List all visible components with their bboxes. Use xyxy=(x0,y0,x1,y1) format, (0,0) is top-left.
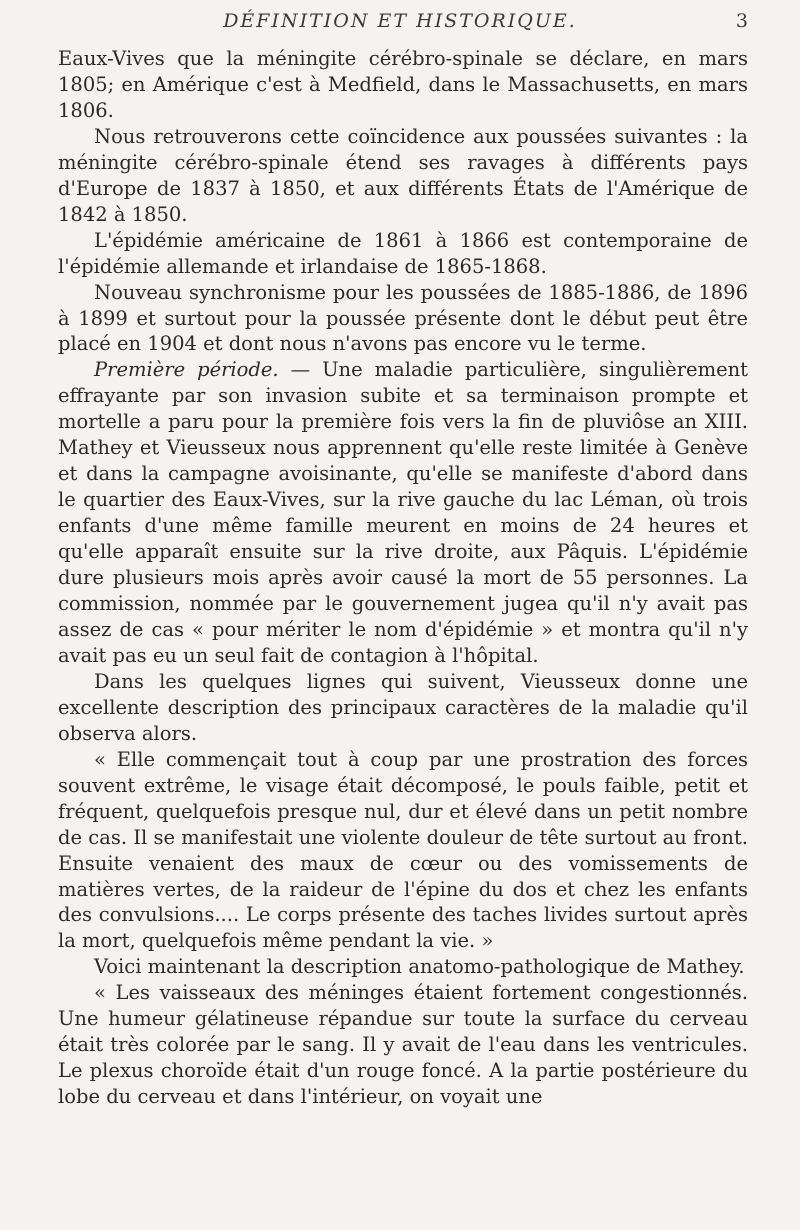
paragraph-3: L'épidémie américaine de 1861 à 1866 est contemporaine de l'épidémie allemande et irlandaise de 1865-1868. xyxy=(58,228,748,278)
text-body xyxy=(58,46,748,1110)
paragraph-4: Nouveau synchronisme pour les poussées de 1885-1886, de 1896 à 1899 et surtout pour la poussée présente dont le début peut être placé en 1904 et dont nous n'avons pas encore vu le terme. xyxy=(58,280,748,356)
paragraph-1: Eaux-Vives que la méningite cérébro-spinale se déclare, en mars 1805; en Amérique c'est à Medfield, dans le Massachusetts, en mars 1806. xyxy=(58,47,748,122)
paragraph-5-text: — Une maladie particulière, singulièrement effrayante par son invasion subite et sa terminaison prompte et mortelle a paru pour la première fois vers la fin de pluviôse an XIII. Mathey et Vieusseux nous apprennent qu'elle reste limitée à Genève et dans la campagne avoisinante, qu'elle se manifeste d'abord dans le quartier des Eaux-Vives, sur la rive gauche du lac Léman, où trois enfants d'une même famille meurent en moins de 24 heures et qu'elle apparaît ensuite sur la rive droite, aux Pâquis. L'épidémie dure plusieurs mois après avoir causé la mort de 55 personnes. La commission, nommée par le gouvernement jugea qu'il n'y avait pas assez de cas « pour mériter le nom d'épidémie » et montra qu'il n'y avait pas eu un seul fait de contagion à l'hôpital. xyxy=(58,358,748,667)
paragraph-7: « Elle commençait tout à coup par une prostration des forces souvent extrême, le visage était décomposé, le pouls faible, petit et fréquent, quelquefois presque nul, dur et élevé dans un petit nombre de cas. Il se manifestait une violente douleur de tête surtout au front. Ensuite venaient des maux de cœur ou des vomissements de matières vertes, de la raideur de l'épine du dos et chez les enfants des convulsions.... Le corps présente des taches livides surtout après la mort, quelquefois même pendant la vie. » xyxy=(58,747,748,953)
running-title: DÉFINITION ET HISTORIQUE. xyxy=(223,10,577,32)
page-header xyxy=(0,10,800,36)
paragraph-6: Dans les quelques lignes qui suivent, Vieusseux donne une excellente description des principaux caractères de la maladie qu'il observa alors. xyxy=(58,669,748,745)
page-number: 3 xyxy=(735,10,748,32)
paragraph-5 xyxy=(58,357,748,668)
paragraph-9: « Les vaisseaux des méninges étaient fortement congestionnés. Une humeur gélatineuse répandue sur toute la surface du cerveau était très colorée par le sang. Il y avait de l'eau dans les ventricules. Le plexus choroïde était d'un rouge foncé. A la partie postérieure du lobe du cerveau et dans l'intérieur, on voyait une xyxy=(58,981,748,1109)
paragraph-8: Voici maintenant la description anatomo-pathologique de Mathey. xyxy=(94,955,745,979)
section-lead: Première période. xyxy=(94,358,279,382)
paragraph-2: Nous retrouverons cette coïncidence aux poussées suivantes : la méningite cérébro-spinale étend ses ravages à différents pays d'Europe de 1837 à 1850, et aux différents États de l'Amérique de 1842 à 1850. xyxy=(58,124,748,226)
